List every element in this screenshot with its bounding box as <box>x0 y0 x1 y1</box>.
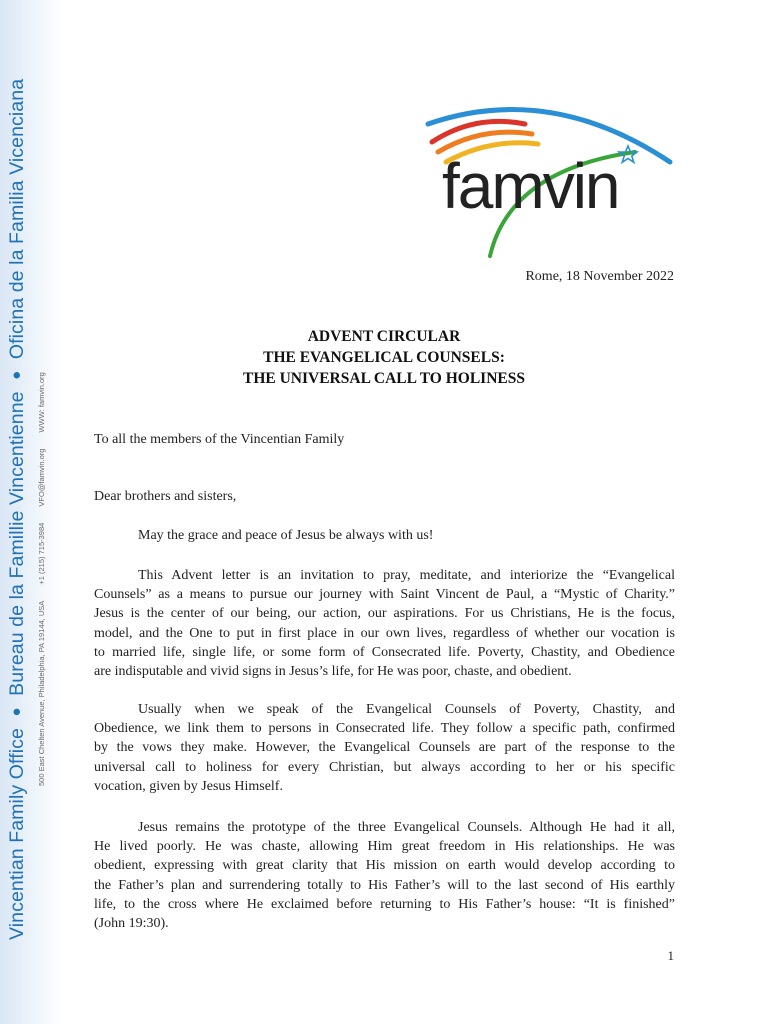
office-phone: +1 (215) 715-3984 <box>37 522 46 585</box>
text-line: Usually when we speak of the Evangelical Counsels of Poverty, Chastity, and <box>138 702 675 717</box>
logo-wordmark: famvin <box>442 150 619 222</box>
text-line: to married life, single life, or some form of Consecrated life. Poverty, Chastity, and Obedience <box>94 644 675 660</box>
letter-date: Rome, 18 November 2022 <box>525 269 674 284</box>
letter-addressee: To all the members of the Vincentian Family <box>94 432 345 447</box>
contact-line <box>37 358 46 786</box>
text-line: Obedience, we link them to persons in Consecrated life. They follow a specific path, confirmed <box>94 721 675 737</box>
title-line: ADVENT CIRCULAR <box>307 328 461 345</box>
letter-title <box>94 326 674 389</box>
bullet-separator: ● <box>8 370 25 380</box>
text-line: (John 19:30). <box>94 916 169 932</box>
text-line: life, to the cross where He exclaimed before returning to His Father’s house: “It is finished” <box>94 896 675 912</box>
body-paragraph-2 <box>94 700 675 796</box>
text-line: by the vows they make. However, the Evangelical Counsels are part of the response to the <box>94 740 675 756</box>
office-web: WWW: famvin.org <box>37 372 46 433</box>
text-line: Jesus is the center of our being, our action, our aspirations. For us Christians, He is the focus, <box>94 606 675 622</box>
text-line: universal call to holiness for every Christian, but always according to her or his specific <box>94 759 675 775</box>
sidebar-text-rotated <box>0 0 62 1024</box>
letter-blessing: May the grace and peace of Jesus be always with us! <box>138 528 434 543</box>
title-line: THE EVANGELICAL COUNSELS: <box>263 349 505 366</box>
page-number: 1 <box>667 948 674 963</box>
text-line: vocation, given by Jesus Himself. <box>94 778 283 794</box>
office-email: VFO@famvin.org <box>37 448 46 507</box>
famvin-logo <box>420 100 678 266</box>
title-line: THE UNIVERSAL CALL TO HOLINESS <box>243 370 525 387</box>
text-line: Counsels” as a means to pursue our journey with Saint Vincent de Paul, a “Mystic of Charity.” <box>94 587 675 603</box>
office-name-en: Vincentian Family Office <box>6 728 28 940</box>
office-address: 500 East Chelten Avenue, Philadelphia, PA 19144, USA <box>37 600 46 786</box>
body-paragraph-3 <box>94 818 675 933</box>
office-name-fr: Bureau de la Famillie Vincentienne <box>6 391 28 696</box>
text-line: obedient, expressing with great clarity that His mission on earth would develop according to <box>94 858 675 874</box>
letter-greeting: Dear brothers and sisters, <box>94 489 237 504</box>
office-names <box>6 79 29 940</box>
text-line: are indisputable and vivid signs in Jesus’s life, for He was poor, chaste, and obedient. <box>94 664 572 680</box>
text-line: He lived poorly. He was chaste, allowing Him great freedom in His relationships. He was <box>94 839 675 855</box>
body-paragraph-1 <box>94 566 675 681</box>
text-line: the Father’s plan and surrendering totally to His Father’s will to the last second of His earthly <box>94 877 675 893</box>
text-line: This Advent letter is an invitation to pray, meditate, and interiorize the “Evangelical <box>138 568 675 583</box>
letterhead-sidebar <box>0 0 62 1024</box>
text-line: Jesus remains the prototype of the three Evangelical Counsels. Although He had it all, <box>138 820 675 835</box>
office-name-es: Oficina de la Familia Vicenciana <box>6 78 28 360</box>
bullet-separator: ● <box>8 707 25 717</box>
text-line: model, and the One to put in first place in our own lives, regardless of whether our vocation is <box>94 625 675 641</box>
